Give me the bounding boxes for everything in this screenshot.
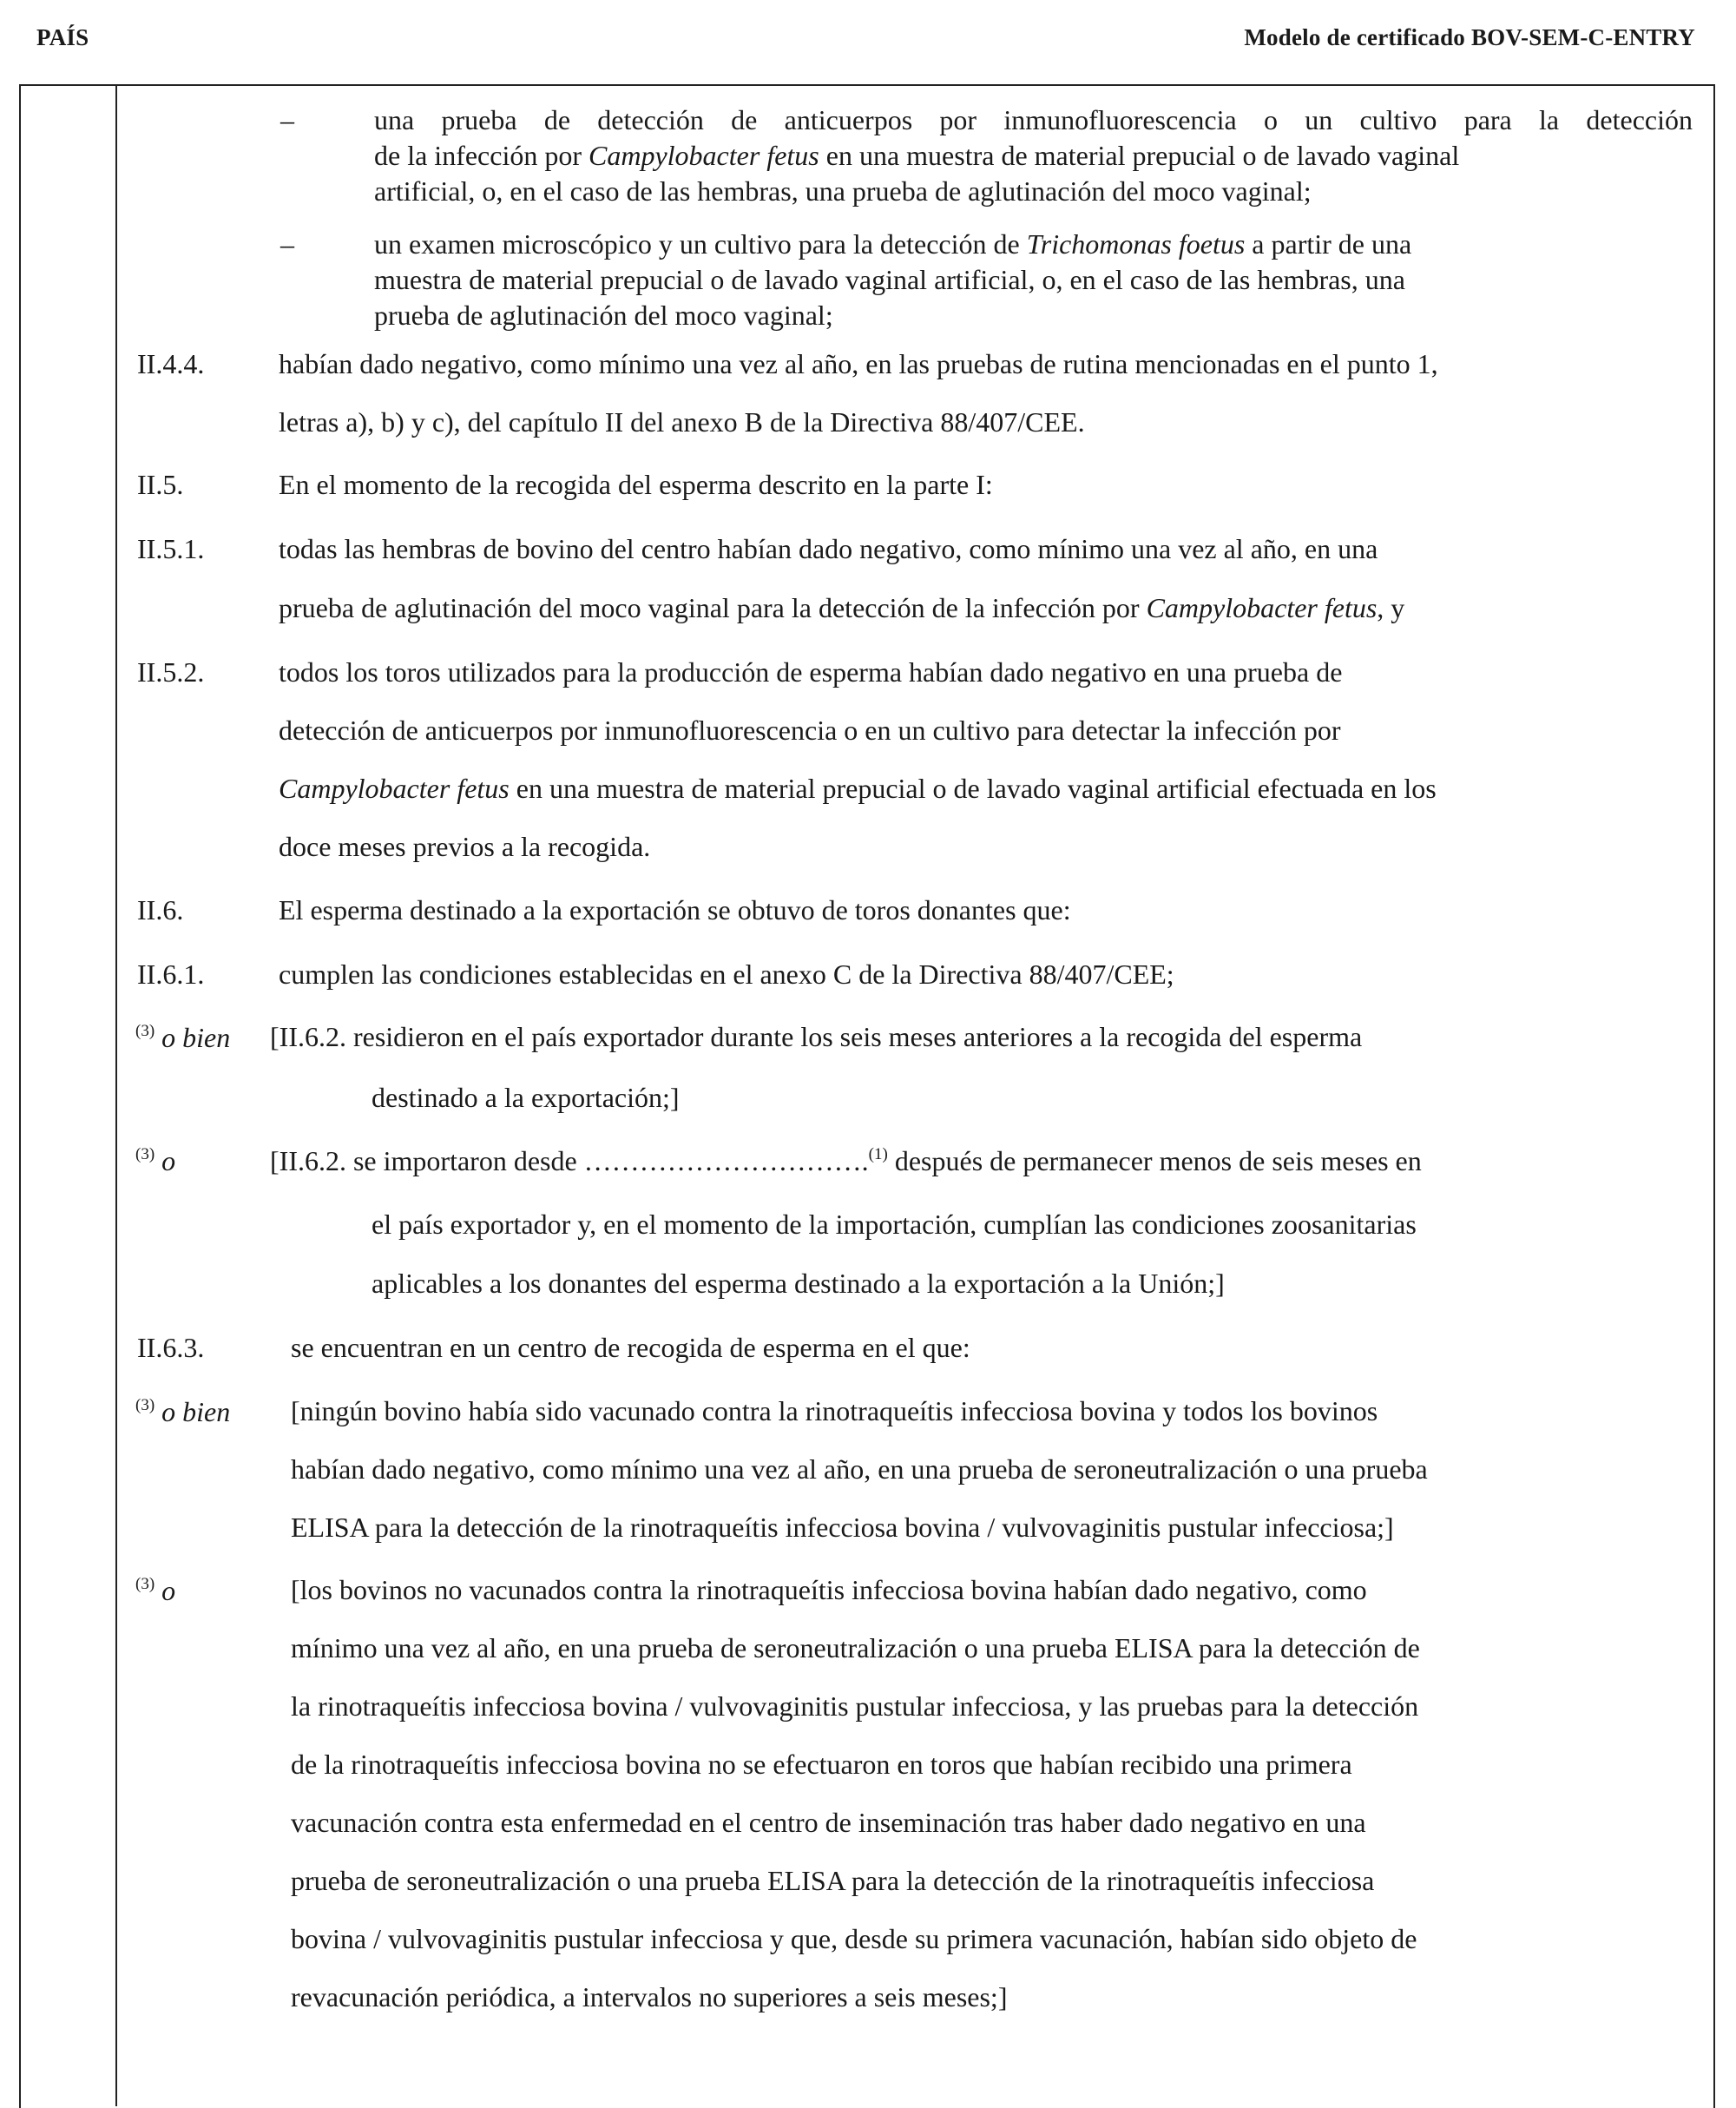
bullet-line: muestra de material prepucial o de lavado vaginal artificial, o, en el caso de las hembras, una	[374, 264, 1405, 295]
section-text: El esperma destinado a la exportación se obtuvo de toros donantes que:	[279, 894, 1071, 926]
section-text: Campylobacter fetus en una muestra de material prepucial o de lavado vaginal artificial efectuada en los	[279, 773, 1437, 804]
section-text: todas las hembras de bovino del centro habían dado negativo, como mínimo una vez al año, en una	[279, 533, 1378, 564]
section-text: cumplen las condiciones establecidas en el anexo C de la Directiva 88/407/CEE;	[279, 958, 1174, 990]
section-text: todos los toros utilizados para la producción de esperma habían dado negativo en una prueba de	[279, 656, 1343, 688]
section-text: detección de anticuerpos por inmunofluorescencia o en un cultivo para detectar la infección por	[279, 715, 1341, 746]
bullet-dash: –	[280, 228, 294, 260]
option-marker: $^{(3)}$ o bien	[135, 1022, 231, 1053]
option-text: destinado a la exportación;]	[372, 1082, 680, 1113]
bullet-line: un examen microscópico y un cultivo para la detección de Trichomonas foetus a partir de una	[374, 228, 1412, 260]
option-text: mínimo una vez al año, en una prueba de seroneutralización o una prueba ELISA para la detección de	[291, 1632, 1420, 1663]
section-label: II.4.4.	[137, 348, 205, 379]
option-text: la rinotraqueítis infecciosa bovina / vulvovaginitis pustular infecciosa, y las pruebas para la detección	[291, 1690, 1419, 1722]
section-text: habían dado negativo, como mínimo una vez al año, en las pruebas de rutina mencionadas en el punto 1,	[279, 348, 1438, 379]
certificate-frame	[19, 84, 1715, 2108]
bullet-line: prueba de aglutinación del moco vaginal;	[374, 300, 833, 331]
section-label: II.6.1.	[137, 958, 205, 990]
option-text: [ningún bovino había sido vacunado contra la rinotraqueítis infecciosa bovina y todos los bovinos	[291, 1395, 1378, 1426]
option-text: [II.6.2. residieron en el país exportador durante los seis meses anteriores a la recogida del esperma	[270, 1021, 1363, 1052]
option-text: [II.6.2. se importaron desde ………………………….$^{(1)}$ después de permanecer menos de seis meses en	[270, 1145, 1422, 1176]
option-marker: $^{(3)}$ o bien	[135, 1396, 231, 1427]
bullet-line: artificial, o, en el caso de las hembras, una prueba de aglutinación del moco vaginal;	[374, 175, 1312, 207]
section-text: En el momento de la recogida del esperma descrito en la parte I:	[279, 469, 993, 500]
section-text: se encuentran en un centro de recogida de esperma en el que:	[291, 1332, 970, 1363]
option-marker: $^{(3)}$ o	[135, 1145, 176, 1176]
option-text: bovina / vulvovaginitis pustular infecciosa y que, desde su primera vacunación, habían sido objeto de	[291, 1923, 1417, 1954]
option-text: vacunación contra esta enfermedad en el centro de inseminación tras haber dado negativo en una	[291, 1807, 1366, 1838]
option-text: aplicables a los donantes del esperma destinado a la exportación a la Unión;]	[372, 1268, 1225, 1299]
bullet-line: de la infección por Campylobacter fetus en una muestra de material prepucial o de lavado vaginal	[374, 140, 1460, 171]
section-text: doce meses previos a la recogida.	[279, 831, 651, 862]
option-text: [los bovinos no vacunados contra la rinotraqueítis infecciosa bovina habían dado negativo, como	[291, 1574, 1367, 1605]
certificate-model-title: Modelo de certificado BOV-SEM-C-ENTRY	[1244, 24, 1695, 50]
option-text: revacunación periódica, a intervalos no superiores a seis meses;]	[291, 1981, 1008, 2012]
bullet-line: una prueba de detección de anticuerpos por inmunofluorescencia o un cultivo para la detección	[374, 104, 1693, 135]
option-text: ELISA para la detección de la rinotraqueítis infecciosa bovina / vulvovaginitis pustular infecciosa;]	[291, 1512, 1394, 1543]
section-text: letras a), b) y c), del capítulo II del anexo B de la Directiva 88/407/CEE.	[279, 406, 1085, 438]
left-column-divider	[115, 84, 117, 2106]
section-label: II.5.2.	[137, 656, 205, 688]
bullet-dash: –	[280, 104, 294, 135]
option-marker: $^{(3)}$ o	[135, 1575, 176, 1606]
country-label: PAÍS	[36, 24, 89, 50]
section-label: II.5.1.	[137, 533, 205, 564]
option-text: el país exportador y, en el momento de la importación, cumplían las condiciones zoosanitarias	[372, 1209, 1417, 1240]
option-text: habían dado negativo, como mínimo una vez al año, en una prueba de seroneutralización o una prueba	[291, 1453, 1428, 1485]
option-text: de la rinotraqueítis infecciosa bovina no se efectuaron en toros que habían recibido una primera	[291, 1749, 1352, 1780]
section-label: II.5.	[137, 469, 184, 500]
section-label: II.6.	[137, 894, 184, 926]
section-text: prueba de aglutinación del moco vaginal para la detección de la infección por Campylobacter fetus, y	[279, 592, 1405, 623]
option-text: prueba de seroneutralización o una prueba ELISA para la detección de la rinotraqueítis infecciosa	[291, 1865, 1375, 1896]
section-label: II.6.3.	[137, 1332, 205, 1363]
